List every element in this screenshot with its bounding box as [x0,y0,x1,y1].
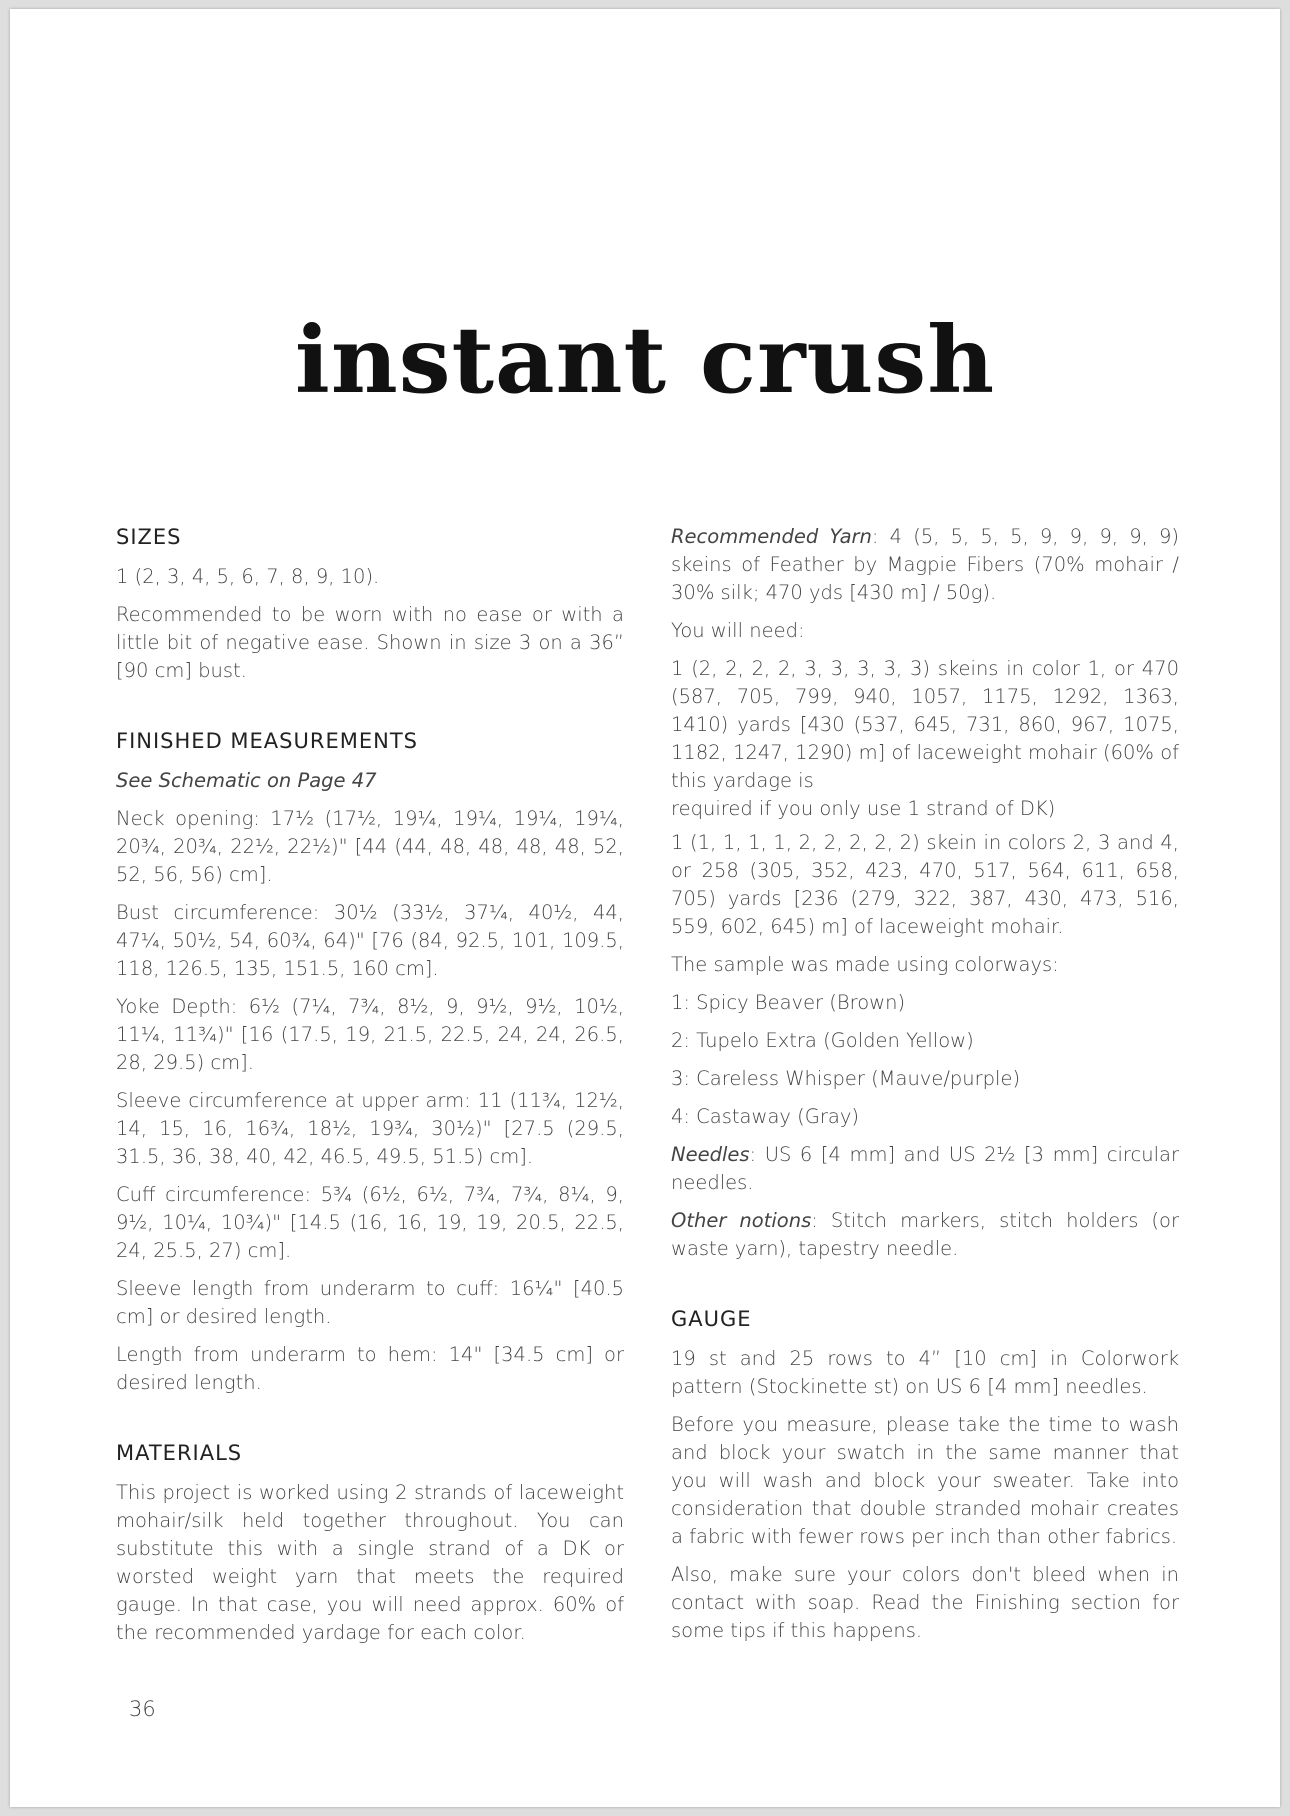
cuff-circumference: Cuff circumference: 5¾ (6½, 6½, 7¾, 7¾, 8¼, 9, 9½, 10¼, 10¾)" [14.5 (16, 16, 19, 19, 20.5, 22.5, 24, 25.5, 27) cm]. [116,1183,624,1262]
recommended-yarn [671,523,1179,607]
colorway-1: 1: Spicy Beaver (Brown) [671,991,906,1014]
sleeve-length: Sleeve length from underarm to cuff: 16¼" [40.5 cm] or desired length. [116,1277,624,1328]
notions-text: : Stitch markers, stitch holders (or waste yarn), tapestry needle. [671,1209,1179,1260]
page-number: 36 [129,1697,156,1721]
document-page [10,9,1280,1807]
colors-2-3-4-yardage: 1 (1, 1, 1, 1, 2, 2, 2, 2, 2) skein in colors 2, 3 and 4, or 258 (305, 352, 423, 470, 517, 564, 611, 658, 705) yards [236 (279, 322, 387, 430, 473, 516, 559, 602, 645) m] of laceweight mohair. [671,831,1179,938]
colorway-3: 3: Careless Whisper (Mauve/purple) [671,1067,1021,1090]
body-length: Length from underarm to hem: 14" [34.5 cm] or desired length. [116,1343,624,1394]
left-column [116,523,624,1657]
yarn-text: : 4 (5, 5, 5, 5, 9, 9, 9, 9, 9) skeins of Feather by Magpie Fibers (70% mohair / 30% silk; 470 yds [430 m] / 50g). [671,525,1179,604]
gauge-text-3: Also, make sure your colors don't bleed when in contact with soap. Read the Finishing section for some tips if this happens. [671,1563,1179,1642]
needles-label: Needles [671,1143,750,1166]
right-column [671,523,1179,1655]
other-notions [671,1207,1179,1263]
colorway-2: 2: Tupelo Extra (Golden Yellow) [671,1029,974,1052]
sizes-range: 1 (2, 3, 4, 5, 6, 7, 8, 9, 10). [116,565,380,588]
yarn-label: Recommended Yarn [671,525,872,548]
materials-heading: MATERIALS [116,1441,243,1465]
color-1-yardage-cut [671,795,1179,819]
color-1-yardage: 1 (2, 2, 2, 2, 3, 3, 3, 3, 3) skeins in color 1, or 470 (587, 705, 799, 940, 1057, 1175, 1292, 1363, 1410) yards [430 (537, 645, 731, 860, 967, 1075, 1182, 1247, 1290) m] of laceweight mohair (60% of this yardage is [671,657,1179,792]
schematic-reference: See Schematic on Page 47 [116,769,377,792]
notions-label: Other notions [671,1209,812,1232]
sizes-heading: SIZES [116,525,182,549]
gauge-heading: GAUGE [671,1307,752,1331]
color-1-cut-text: required if you only use 1 strand of DK) [671,797,1056,819]
you-will-need: You will need: [671,619,805,642]
gauge-text-2: Before you measure, please take the time to wash and block your swatch in the same manner that you will wash and block your sweater. Take into consideration that double stranded mohair creates a fabric with fewer rows per inch than other fabrics. [671,1413,1179,1548]
sample-colorways-intro: The sample was made using colorways: [671,953,1059,976]
sizes-note: Recommended to be worn with no ease or with a little bit of negative ease. Shown in size 3 on a 36” [90 cm] bust. [116,603,624,682]
needles-text: : US 6 [4 mm] and US 2½ [3 mm] circular needles. [671,1143,1179,1194]
sleeve-circumference: Sleeve circumference at upper arm: 11 (11¾, 12½, 14, 15, 16, 16¾, 18½, 19¾, 30½)" [27.5 (29.5, 31.5, 36, 38, 40, 42, 46.5, 49.5, 51.5) cm]. [116,1089,624,1168]
colorway-4: 4: Castaway (Gray) [671,1105,859,1128]
yoke-depth: Yoke Depth: 6½ (7¼, 7¾, 8½, 9, 9½, 9½, 10½, 11¼, 11¾)" [16 (17.5, 19, 21.5, 22.5, 24, 24, 26.5, 28, 29.5) cm]. [116,995,624,1074]
needles [671,1141,1179,1197]
finished-measurements-heading: FINISHED MEASUREMENTS [116,729,418,753]
page-title: instant crush [294,306,996,414]
gauge-text-1: 19 st and 25 rows to 4” [10 cm] in Colorwork pattern (Stockinette st) on US 6 [4 mm] needles. [671,1347,1179,1398]
neck-opening: Neck opening: 17½ (17½, 19¼, 19¼, 19¼, 19¼, 20¾, 20¾, 22½, 22½)" [44 (44, 48, 48, 48, 48, 52, 52, 56, 56) cm]. [116,807,624,886]
bust-circumference: Bust circumference: 30½ (33½, 37¼, 40½, 44, 47¼, 50½, 54, 60¾, 64)" [76 (84, 92.5, 101, 109.5, 118, 126.5, 135, 151.5, 160 cm]. [116,901,624,980]
materials-text: This project is worked using 2 strands of laceweight mohair/silk held together throughout. You can substitute this with a single strand of a DK or worsted weight yarn that meets the required gauge. In that case, you will need approx. 60% of the recommended yardage for each color. [116,1481,624,1644]
